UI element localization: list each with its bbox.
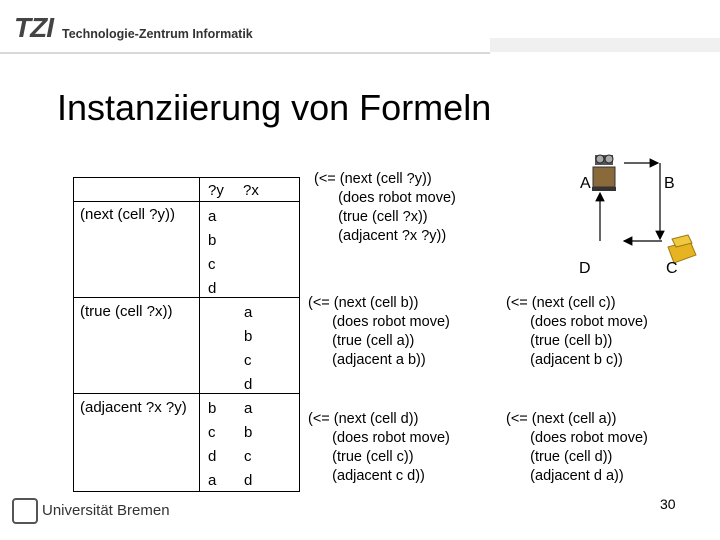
formula-instance-da: (<= (next (cell a)) (does robot move) (true (cell d)) (adjacent d a))	[506, 411, 648, 484]
row-label-adjacent: (adjacent ?x ?y)	[80, 399, 187, 416]
node-label-c: C	[666, 260, 678, 277]
table-row-divider-2	[73, 297, 300, 298]
table-border-right	[299, 177, 300, 492]
table-border-bottom	[73, 491, 300, 492]
institute-name: Technologie-Zentrum Informatik	[62, 27, 253, 41]
table-col-divider	[199, 177, 200, 492]
gold-bar-icon	[668, 235, 696, 263]
table-cell: d	[244, 376, 253, 393]
col-header-y: ?y	[208, 182, 224, 199]
table-cell: a	[244, 304, 253, 321]
formula-template: (<= (next (cell ?y)) (does robot move) (true (cell ?x)) (adjacent ?x ?y))	[314, 171, 456, 244]
table-border-top	[73, 177, 300, 178]
table-cell: a	[208, 208, 217, 225]
formula-instance-cd: (<= (next (cell d)) (does robot move) (true (cell c)) (adjacent c d))	[308, 411, 450, 484]
row-label-true: (true (cell ?x))	[80, 303, 173, 320]
row-adjacent-y-values	[208, 399, 216, 495]
table-cell: a	[208, 472, 217, 489]
row-label-next: (next (cell ?y))	[80, 206, 176, 223]
slide-title: Instanziierung von Formeln	[57, 87, 492, 128]
university-name: Universität Bremen	[42, 501, 170, 519]
table-cell: b	[208, 400, 217, 417]
table-cell: c	[244, 352, 252, 369]
table-cell: d	[208, 280, 217, 297]
row-adjacent-x-values	[244, 399, 252, 495]
table-row-divider-3	[73, 393, 300, 394]
robot-icon	[592, 155, 616, 191]
node-label-d: D	[579, 260, 591, 277]
table-cell: c	[208, 424, 216, 441]
table-border-left	[73, 177, 74, 492]
formula-instance-ab: (<= (next (cell b)) (does robot move) (true (cell a)) (adjacent a b))	[308, 295, 450, 368]
row-next-y-values	[208, 207, 216, 303]
table-cell: b	[244, 424, 253, 441]
table-cell: b	[244, 328, 253, 345]
university-seal-icon	[12, 498, 38, 524]
table-cell: d	[244, 472, 253, 489]
table-cell: d	[208, 448, 217, 465]
table-cell: b	[208, 232, 217, 249]
table-cell: c	[244, 448, 252, 465]
row-true-x-values	[244, 303, 252, 399]
table-cell: c	[208, 256, 216, 273]
node-label-b: B	[664, 175, 675, 192]
header-band	[490, 38, 720, 52]
col-header-x: ?x	[243, 182, 259, 199]
formula-instance-bc: (<= (next (cell c)) (does robot move) (true (cell b)) (adjacent b c))	[506, 295, 648, 368]
tzi-logo: TZI	[14, 12, 53, 43]
table-cell: a	[244, 400, 253, 417]
page-number: 30	[660, 496, 676, 512]
header-divider	[0, 52, 490, 54]
table-row-divider-1	[73, 201, 300, 202]
node-label-a: A	[580, 175, 591, 192]
university-logo	[12, 498, 170, 524]
